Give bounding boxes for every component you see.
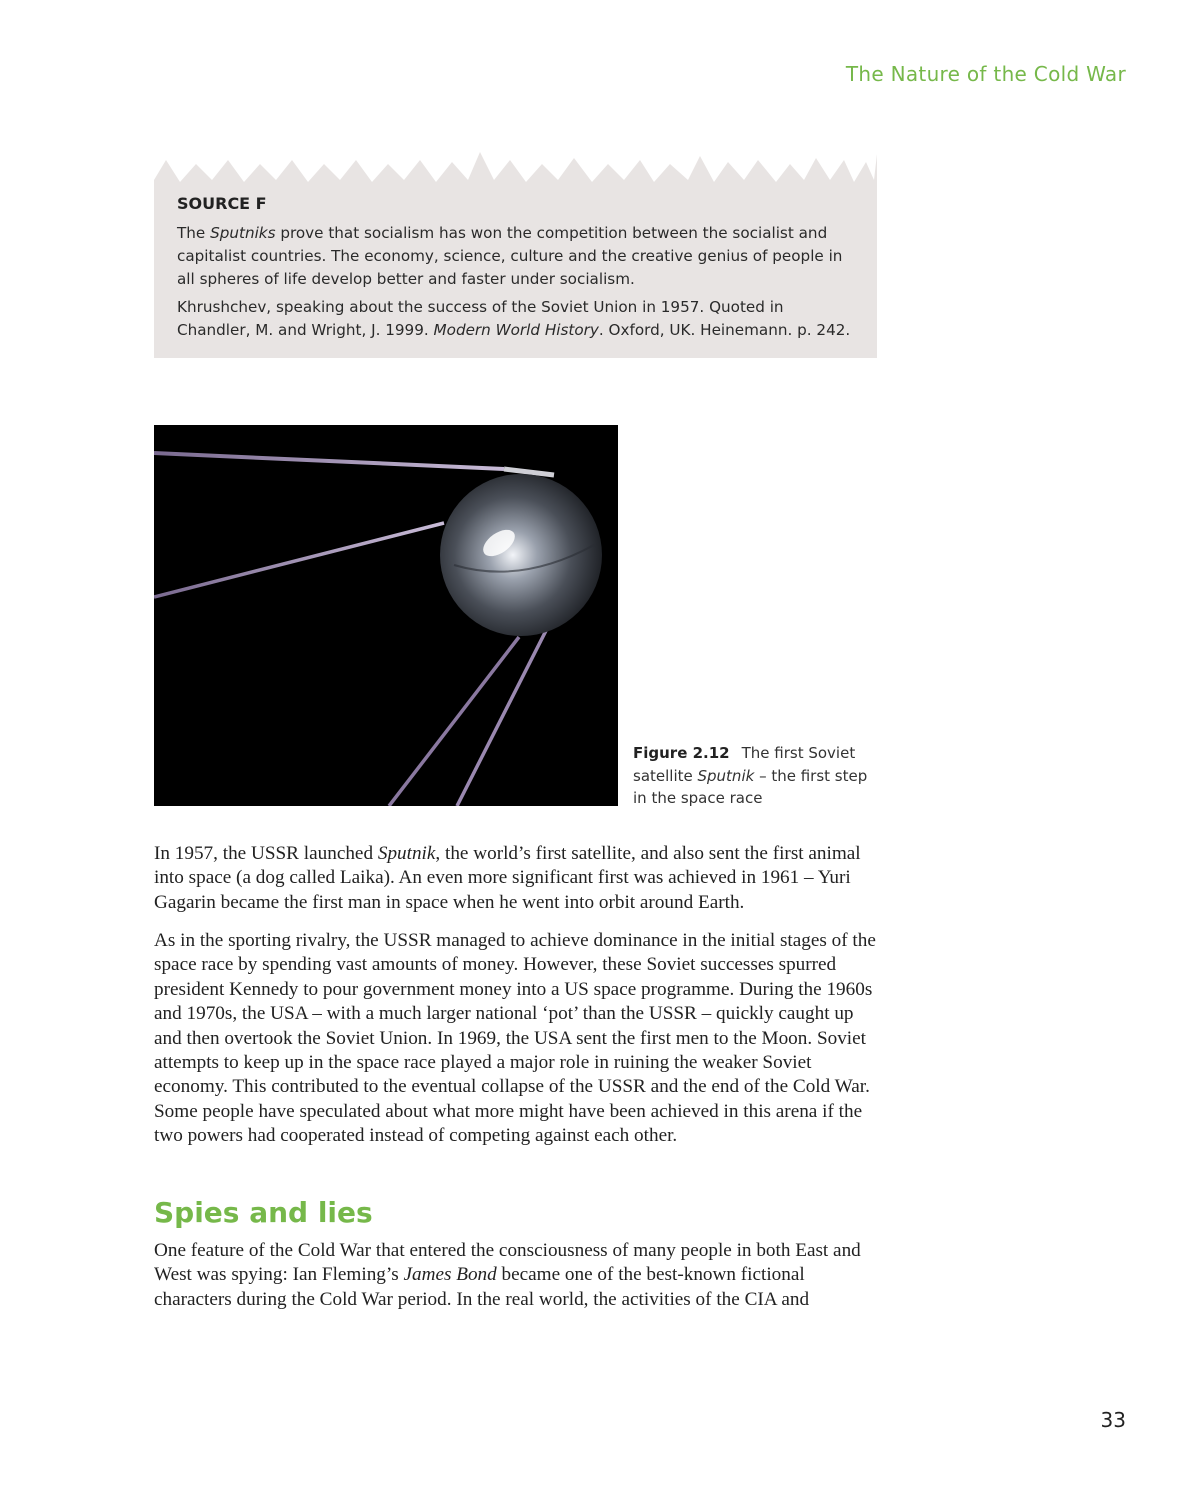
- source-title: SOURCE F: [177, 194, 267, 213]
- page-number: 33: [1100, 1408, 1126, 1432]
- body-paragraph-3: One feature of the Cold War that entered the consciousness of many people in both East and West was spying: Ian Fleming’s James Bond became one of the best-known fictional characters during the Cold War period. In the real world, the activities of the CIA and: [154, 1240, 861, 1310]
- body-paragraph-1: In 1957, the USSR launched Sputnik, the world’s first satellite, and also sent the first animal into space (a dog called Laika). An even more significant first was achieved in 1961 – Yuri Gagarin became the first man in space when he went into orbit around Earth.: [154, 843, 861, 913]
- figure-label: Figure 2.12: [633, 744, 730, 762]
- source-quote: The Sputniks prove that socialism has won the competition between the socialist and capitalist countries. The economy, science, culture and the creative genius of people in all spheres of life develop better and faster under socialism.: [177, 224, 843, 288]
- section-heading: Spies and lies: [154, 1196, 373, 1229]
- torn-paper-edge: [154, 150, 877, 188]
- figure-caption: Figure 2.12 The first Soviet satellite Sputnik – the first step in the space race: [633, 744, 868, 807]
- source-citation: Khrushchev, speaking about the success of the Soviet Union in 1957. Quoted in Chandler, M. and Wright, J. 1999. Modern World History. Oxford, UK. Heinemann. p. 242.: [177, 298, 851, 339]
- running-head-title: The Nature of the Cold War: [845, 62, 1126, 86]
- sputnik-photo: [154, 425, 618, 806]
- source-box: [154, 150, 877, 358]
- body-paragraph-2: As in the sporting rivalry, the USSR managed to achieve dominance in the initial stages of the space race by spending vast amounts of money. However, these Soviet successes spurred president Kennedy to pour government money into a US space programme. During the 1960s and 1970s, the USA – with a much larger national ‘pot’ than the USSR – quickly caught up and then overtook the Soviet Union. In 1969, the USA sent the first men to the Moon. Soviet attempts to keep up in the space race played a major role in ruining the weaker Soviet economy. This contributed to the eventual collapse of the USSR and the end of the Cold War. Some people have speculated about what more might have been achieved in this arena if the two powers had cooperated instead of competing against each other.: [154, 930, 876, 1147]
